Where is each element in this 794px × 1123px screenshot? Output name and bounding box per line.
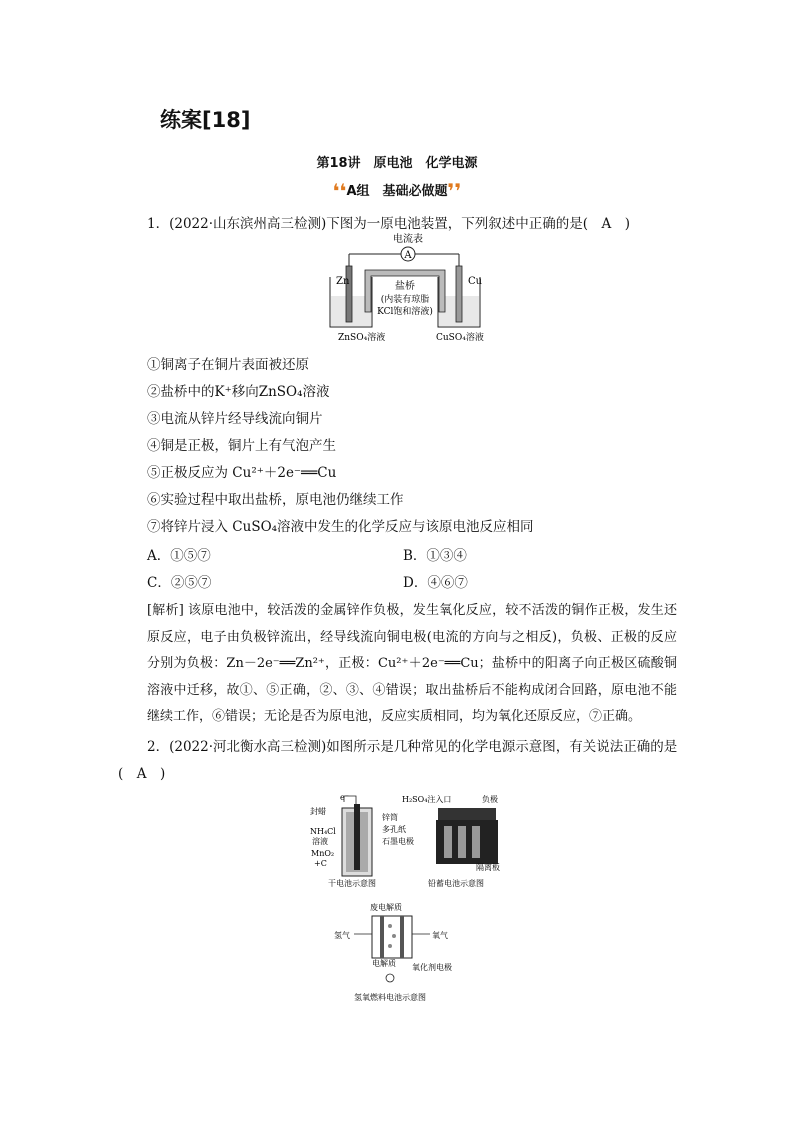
bubble (392, 934, 396, 938)
oxidant-electrode-label: 氧化剂电极 (412, 963, 452, 972)
plate-2 (458, 826, 466, 858)
oxygen-label: 氧气 (432, 931, 448, 940)
copper-electrode (456, 266, 462, 322)
lead-acid-cell-figure (400, 790, 520, 892)
statement-5: ⑤正极反应为 Cu²⁺＋2e⁻══Cu (147, 465, 337, 481)
right-solution-label: CuSO₄溶液 (436, 333, 484, 343)
statement-1: ①铜离子在铜片表面被还原 (147, 357, 309, 373)
choice-a: A．①⑤⑦ (147, 548, 211, 564)
choice-c: C．②⑤⑦ (147, 575, 212, 591)
bridge-note-2: KCl饱和溶液) (377, 307, 433, 317)
analysis (147, 598, 677, 731)
zinc-electrode (346, 266, 352, 322)
fuel-cell-caption: 氢氧燃料电池示意图 (354, 993, 426, 1002)
porous-paper-label: 多孔纸 (382, 825, 406, 834)
copper-label: Cu (468, 276, 483, 287)
h2so4-inlet-label: H₂SO₄注入口 (402, 795, 452, 804)
choice-b: B．①③④ (403, 548, 467, 564)
zinc-label: Zn (336, 276, 350, 287)
choice-d: D．④⑥⑦ (403, 575, 468, 591)
analysis-tag: [解析] (147, 603, 184, 618)
waste-electrolyte-label: 废电解质 (370, 903, 402, 912)
galvanic-cell-figure (320, 232, 500, 347)
hydrogen-label: 氢气 (334, 931, 350, 940)
battery-lid (438, 808, 496, 820)
group-label: A组 基础必做题 (346, 184, 448, 199)
nh4cl-label: NH₄Cl (310, 827, 336, 836)
cathode (400, 916, 404, 958)
statement-3: ③电流从锌片经导线流向铜片 (147, 411, 323, 427)
question-2-stem-line2: ( A ) (118, 766, 166, 782)
separator-label: 隔离板 (476, 863, 500, 872)
graphite-label: 石墨电极 (382, 837, 414, 846)
zinc-can-label: 锌筒 (382, 813, 398, 822)
dry-cell-caption: 干电池示意图 (328, 879, 376, 888)
electrolyte-label: 电解质 (372, 959, 396, 968)
statement-7: ⑦将锌片浸入 CuSO₄溶液中发生的化学反应与该原电池反应相同 (147, 519, 534, 535)
anode (380, 916, 384, 958)
fuel-cell-figure (334, 898, 474, 1008)
graphite-rod (354, 804, 360, 870)
negative-label: 负极 (482, 795, 498, 804)
lesson-title: 第18讲 原电池 化学电源 (316, 156, 478, 171)
ammeter-label: 电流表 (393, 234, 423, 245)
solution-label: 溶液 (312, 837, 328, 846)
analysis-text: 该原电池中，较活泼的金属锌作负极，发生氧化反应，较不活泼的铜作正极，发生还原反应，电子由负极锌流出，经导线流向铜电极(电流的方向与之相反)，负极、正极的反应分别为负极：Zn－2e⁻══Zn²⁺，正极：Cu²⁺＋2e⁻══Cu；盐桥中的阳离子向正极区硫酸铜溶液中迁移，故①、⑤正确，②、③、④错误；取出盐桥后不能构成闭合回路，原电池不能继续工作，⑥错误；无论是否为原电池，反应实质相同，均为氧化还原反应，⑦正确。 (147, 603, 677, 724)
question-2-stem-line1: 2．(2022·河北衡水高三检测)如图所示是几种常见的化学电源示意图，有关说法正确的是 (147, 739, 678, 755)
document-title: 练案[18] (160, 108, 251, 132)
statement-6: ⑥实验过程中取出盐桥，原电池仍继续工作 (147, 492, 404, 508)
lead-cell-caption: 铅蓄电池示意图 (428, 879, 484, 888)
cell-body (372, 916, 412, 958)
plate-1 (444, 826, 452, 858)
salt-bridge-label: 盐桥 (395, 281, 415, 292)
group-title (0, 179, 794, 203)
bulb-icon (386, 974, 394, 982)
bridge-note-1: (内装有琼脂 (380, 295, 430, 305)
statement-4: ④铜是正极，铜片上有气泡产生 (147, 438, 336, 454)
left-solution-label: ZnSO₄溶液 (338, 333, 386, 343)
electron-label: e⁻ (340, 793, 349, 802)
question-1-stem: 1．(2022·山东滨州高三检测)下图为一原电池装置，下列叙述中正确的是( A ) (147, 216, 631, 232)
ammeter-symbol: A (404, 250, 412, 261)
mno2-label: MnO₂ (311, 849, 335, 858)
close-quote-icon: ❜❜ (447, 179, 462, 203)
bubble (388, 944, 392, 948)
bubble (388, 924, 392, 928)
carbon-label: +C (314, 859, 327, 868)
plate-3 (472, 826, 480, 858)
wax-label: 封蜡 (310, 807, 326, 816)
open-quote-icon: ❛❛ (332, 179, 347, 203)
statement-2: ②盐桥中的K⁺移向ZnSO₄溶液 (147, 384, 330, 400)
